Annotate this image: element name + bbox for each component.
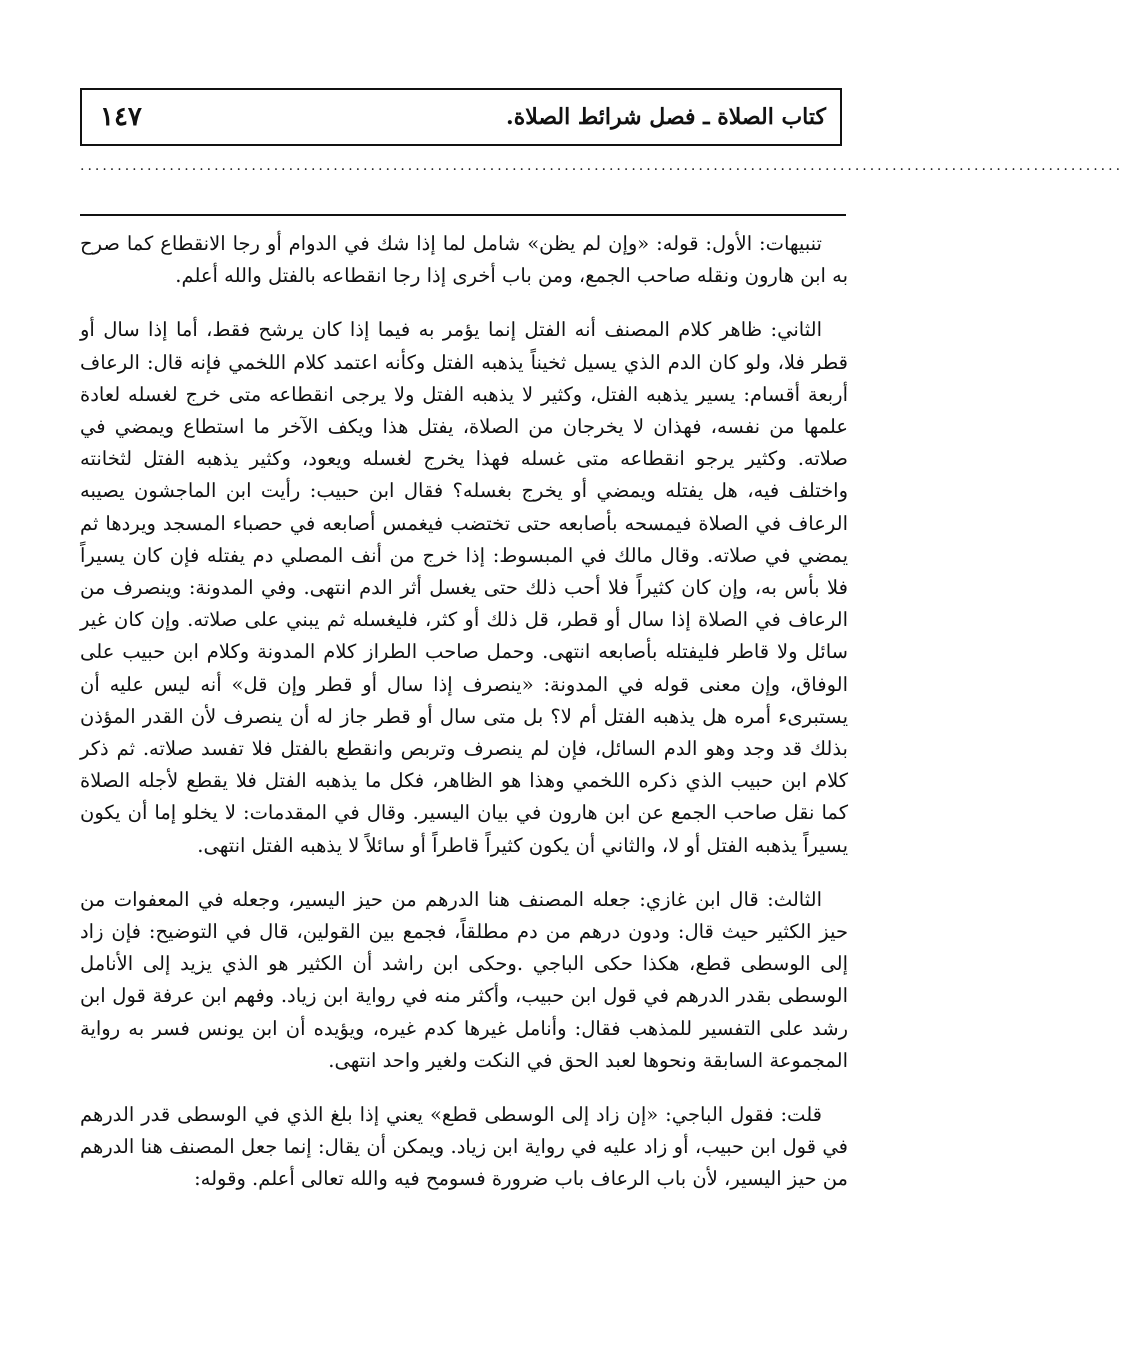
- running-header: [80, 88, 842, 146]
- dotted-separator: ............................................................................................................................................: [80, 158, 1123, 174]
- chapter-title: كتاب الصلاة ـ فصل شرائط الصلاة.: [506, 104, 826, 130]
- header-rule: [80, 214, 846, 216]
- paragraph-second: الثاني: ظاهر كلام المصنف أنه الفتل إنما يؤمر به فيما إذا كان يرشح فقط، أما إذا سال أو قطر فلا، ولو كان الدم الذي يسيل ثخيناً يذهبه الفتل وكأنه اعتمد كلام اللخمي فإنه قال: الرعاف أربعة أقسام: يسير يذهبه الفتل، وكثير لا يذهبه الفتل ولا يرجى انقطاعه متى خرج لغسله لعادة علمها من نفسه، فهذان لا يخرجان من الصلاة، يفتل هذا ويكف الآخر ما استطاع ويمضي في صلاته. وكثير يرجو انقطاعه متى غسله فهذا يخرج لغسله ويعود، وكثير يذهبه الفتل لثخانته واختلف فيه، هل يفتله ويمضي أو يخرج بغسله؟ فقال ابن حبيب: رأيت ابن الماجشون يصيبه الرعاف في الصلاة فيمسحه بأصابعه حتى تختضب فيغمس أصابعه في حصباء المسجد ويردها ثم يمضي في صلاته. وقال مالك في المبسوط: إذا خرج من أنف المصلي دم يفتله فإن كان يسيراً فلا بأس به، وإن كان كثيراً فلا أحب ذلك حتى يغسل أثر الدم انتهى. وفي المدونة: وينصرف من الرعاف في الصلاة إذا سال أو قطر، قل ذلك أو كثر، فليغسله ثم يبني على صلاته. وإن كان غير سائل ولا قاطر فليفتله بأصابعه انتهى. وحمل صاحب الطراز كلام المدونة وكلام ابن حبيب على الوفاق، وإن معنى قوله في المدونة: «ينصرف إذا سال أو قطر وإن قل» أنه ليس عليه أن يستبرىء أمره هل يذهبه الفتل أم لا؟ بل متى سال أو قطر جاز له أن ينصرف لأن القدر المؤذن بذلك قد وجد وهو الدم السائل، فإن لم ينصرف وتربص وانقطع بالفتل فلا تفسد صلاته. ثم ذكر كلام ابن حبيب الذي ذكره اللخمي وهذا هو الظاهر، فكل ما يذهبه الفتل فلا يقطع لأجله الصلاة كما نقل صاحب الجمع عن ابن هارون في بيان اليسير. وقال في المقدمات: لا يخلو إما أن يكون يسيراً يذهبه الفتل أو لا، والثاني أن يكون كثيراً قاطراً أو سائلاً لا يذهبه الفتل انتهى.: [80, 318, 848, 857]
- paragraph-notes-first: تنبيهات: الأول: قوله: «وإن لم يظن» شامل لما إذا شك في الدوام أو رجا الانقطاع كما صرح به ابن هارون ونقله صاحب الجمع، ومن باب أخرى إذا رجا انقطاعه بالفتل والله أعلم.: [80, 232, 848, 288]
- body-text: [80, 228, 848, 1218]
- page-number: ١٤٧: [100, 102, 142, 132]
- paragraph-qultu: قلت: فقول الباجي: «إن زاد إلى الوسطى قطع» يعني إذا بلغ الذي في الوسطى قدر الدرهم في قول ابن حبيب، أو زاد عليه في رواية ابن زياد. ويمكن أن يقال: إنما جعل المصنف هنا الدرهم من حيز اليسير، لأن باب الرعاف باب ضرورة فسومح فيه والله تعالى أعلم. وقوله:: [80, 1103, 848, 1191]
- paragraph-third: الثالث: قال ابن غازي: جعله المصنف هنا الدرهم من حيز اليسير، وجعله في المعفوات من حيز الكثير حيث قال: ودون درهم من دم مطلقاً، فجمع بين القولين، قال في التوضيح: فإن زاد إلى الوسطى قطع، هكذا حكى الباجي .وحكى ابن راشد أن الكثير هو الذي يزيد إلى الأنامل الوسطى بقدر الدرهم في قول ابن حبيب، وأكثر منه في رواية ابن زياد. وفهم ابن عرفة قول ابن رشد على التفسير للمذهب فقال: وأنامل غيرها كدم غيره، ويؤيده أن ابن يونس فسر به رواية المجموعة السابقة ونحوها لعبد الحق في النكت ولغير واحد انتهى.: [80, 887, 848, 1072]
